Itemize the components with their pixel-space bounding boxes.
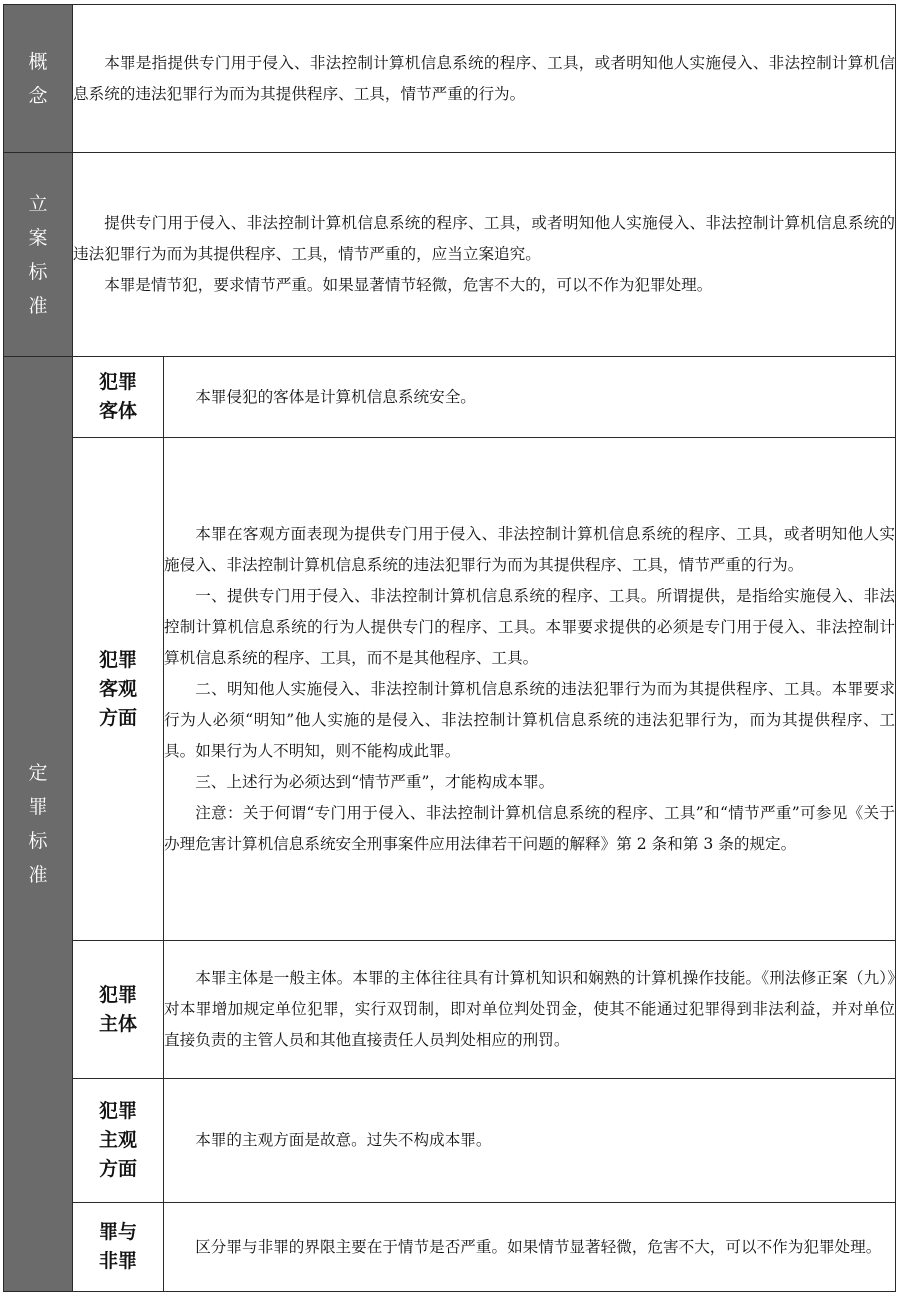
paragraph: 注意：关于何谓“专门用于侵入、非法控制计算机信息系统的程序、工具”和“情节严重”可参见《关于办理危害计算机信息系统安全刑事案件应用法律若干问题的解释》第 2 条和第 3 条的规定。 [164,803,895,853]
paragraph: 区分罪与非罪的界限主要在于情节是否严重。如果情节显著轻微，危害不大，可以不作为犯罪处理。 [195,1237,882,1256]
paragraph: 本罪在客观方面表现为提供专门用于侵入、非法控制计算机信息系统的程序、工具，或者明知他人实施侵入、非法控制计算机信息系统的违法犯罪行为而为其提供程序、工具，情节严重的行为。 [164,524,895,574]
paragraph: 提供专门用于侵入、非法控制计算机信息系统的程序、工具，或者明知他人实施侵入、非法控制计算机信息系统的违法犯罪行为而为其提供程序、工具，情节严重的，应当立案追究。 [73,214,895,263]
paragraph: 本罪主体是一般主体。本罪的主体往往具有计算机知识和娴熟的计算机操作技能。《刑法修正案（九）》对本罪增加规定单位犯罪，实行双罚制，即对单位判处罚金，使其不能通过犯罪得到非法利益，并对单位直接负责的主管人员和其他直接责任人员判处相应的刑罚。 [164,969,895,1049]
sub-label-crime-boundary: 罪与非罪 [73,1203,164,1292]
sub-label-crime-subject: 犯罪主体 [73,941,164,1079]
paragraph: 二、明知他人实施侵入、非法控制计算机信息系统的违法犯罪行为而为其提供程序、工具。本罪要求行为人必须“明知”他人实施的是侵入、非法控制计算机信息系统的违法犯罪行为，而为其提供程序、工具。如果行为人不明知，则不能构成此罪。 [164,679,895,760]
sub-label-crime-objective: 犯罪客观方面 [73,438,164,941]
row-crime-objective [4,438,896,941]
content-crime-subject [164,941,896,1079]
paragraph: 三、上述行为必须达到“情节严重”，才能构成本罪。 [195,772,555,791]
content-crime-subjective [164,1079,896,1203]
row-filing-standard [4,153,896,357]
side-label-concept: 概念 [4,5,73,153]
row-crime-subject [4,941,896,1079]
paragraph: 本罪是指提供专门用于侵入、非法控制计算机信息系统的程序、工具，或者明知他人实施侵入、非法控制计算机信息系统的违法犯罪行为而为其提供程序、工具，情节严重的行为。 [73,53,895,103]
side-label-conviction-standard: 定罪标准 [4,357,73,1292]
row-crime-subjective [4,1079,896,1203]
content-crime-boundary [164,1203,896,1292]
content-crime-objective [164,438,896,941]
row-concept [4,5,896,153]
side-label-filing-standard: 立案标准 [4,153,73,357]
paragraph: 一、提供专门用于侵入、非法控制计算机信息系统的程序、工具。所谓提供，是指给实施侵入、非法控制计算机信息系统的行为人提供专门的程序、工具。本罪要求提供的必须是专门用于侵入、非法控制计算机信息系统的程序、工具，而不是其他程序、工具。 [164,586,895,667]
paragraph: 本罪是情节犯，要求情节严重。如果显著情节轻微，危害不大的，可以不作为犯罪处理。 [104,276,713,294]
row-crime-object [4,357,896,438]
content-crime-object [164,357,896,438]
sub-label-crime-object: 犯罪客体 [73,357,164,438]
legal-summary-table-wrapper [3,4,896,1296]
paragraph: 本罪侵犯的客体是计算机信息系统安全。 [195,387,476,406]
row-crime-boundary [4,1203,896,1292]
paragraph: 本罪的主观方面是故意。过失不构成本罪。 [195,1131,492,1149]
content-concept [73,5,896,153]
content-filing-standard [73,153,896,357]
legal-summary-table [3,4,896,1292]
sub-label-crime-subjective: 犯罪主观方面 [73,1079,164,1203]
